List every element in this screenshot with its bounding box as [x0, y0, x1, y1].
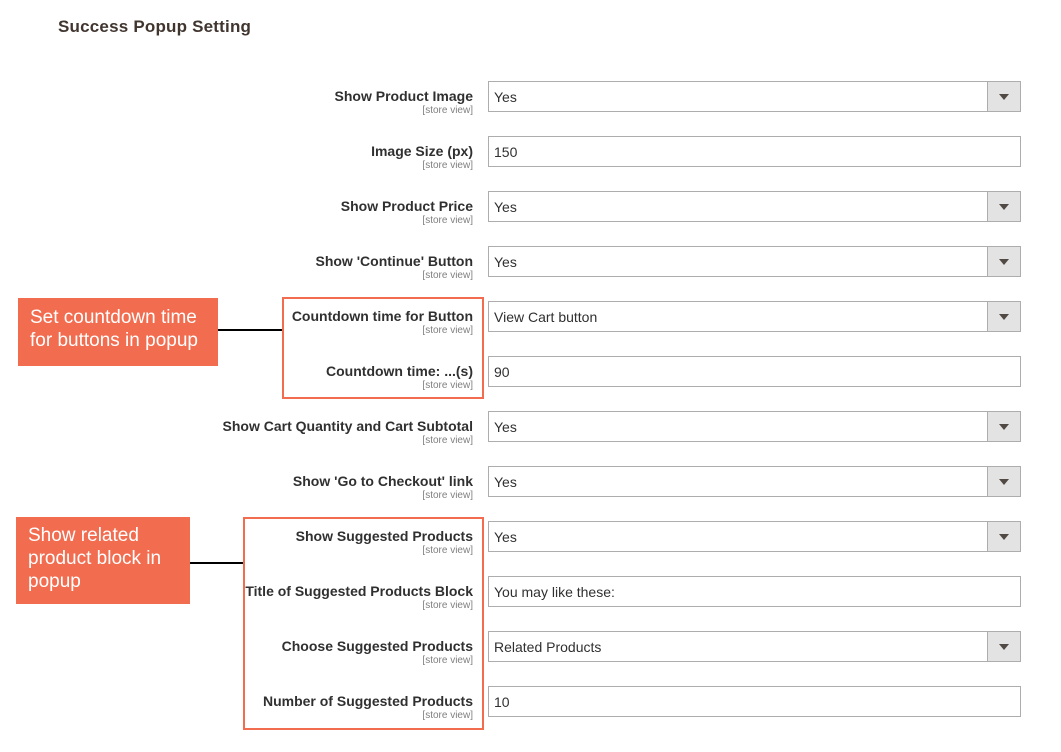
- image-size-input[interactable]: [488, 136, 1021, 167]
- scope-label: [store view]: [422, 160, 473, 171]
- select-value: Yes: [494, 529, 517, 545]
- callout-line: Set countdown time: [30, 307, 197, 328]
- field-row-show-product-image: [0, 81, 1061, 115]
- chevron-down-icon[interactable]: [987, 632, 1020, 661]
- show-product-price-select[interactable]: [488, 191, 1021, 222]
- field-label-text: Number of Suggested Products: [262, 693, 473, 709]
- section-title: Success Popup Setting: [58, 17, 252, 36]
- scope-label: [store view]: [422, 655, 473, 666]
- field-label-text: Show Suggested Products: [295, 528, 473, 544]
- field-label-text: Show Product Price: [340, 198, 473, 214]
- chevron-down-icon[interactable]: [987, 247, 1020, 276]
- field-label-text: Image Size (px): [371, 143, 473, 159]
- select-value: Related Products: [494, 639, 602, 655]
- scope-label: [store view]: [422, 545, 473, 556]
- callout-line: for buttons in popup: [30, 330, 198, 351]
- input-value: 150: [494, 144, 518, 160]
- show-continue-button-select[interactable]: [488, 246, 1021, 277]
- field-label-text: Countdown time: ...(s): [326, 363, 473, 379]
- field-row-number-suggested-products: [0, 686, 1061, 720]
- go-to-checkout-select[interactable]: [488, 466, 1021, 497]
- input-value: 90: [494, 364, 510, 380]
- select-value: View Cart button: [494, 309, 598, 325]
- show-product-image-select[interactable]: [488, 81, 1021, 112]
- field-row-cart-quantity-subtotal: [0, 411, 1061, 445]
- scope-label: [store view]: [422, 435, 473, 446]
- field-label: [371, 143, 473, 172]
- countdown-time-input[interactable]: [488, 356, 1021, 387]
- field-label-text: Choose Suggested Products: [281, 638, 473, 654]
- scope-label: [store view]: [422, 710, 473, 721]
- field-row-image-size: [0, 136, 1061, 170]
- field-label-text: Show Product Image: [334, 88, 473, 104]
- countdown-button-select[interactable]: [488, 301, 1021, 332]
- select-value: Yes: [494, 474, 517, 490]
- chevron-down-icon[interactable]: [987, 467, 1020, 496]
- scope-label: [store view]: [422, 380, 473, 391]
- highlight-box-countdown: [282, 297, 484, 399]
- field-row-show-continue-button: [0, 246, 1061, 280]
- field-label-text: Show Cart Quantity and Cart Subtotal: [222, 418, 473, 434]
- show-suggested-products-select[interactable]: [488, 521, 1021, 552]
- field-label-text: Show 'Go to Checkout' link: [292, 473, 473, 489]
- chevron-down-icon[interactable]: [987, 522, 1020, 551]
- field-label-text: Show 'Continue' Button: [315, 253, 473, 269]
- chevron-down-icon[interactable]: [987, 412, 1020, 441]
- field-row-show-product-price: [0, 191, 1061, 225]
- field-label-text: Title of Suggested Products Block: [245, 583, 473, 599]
- choose-suggested-products-select[interactable]: [488, 631, 1021, 662]
- select-value: Yes: [494, 419, 517, 435]
- field-label: [315, 253, 473, 282]
- input-value: 10: [494, 694, 510, 710]
- select-value: Yes: [494, 199, 517, 215]
- scope-label: [store view]: [422, 105, 473, 116]
- scope-label: [store view]: [422, 600, 473, 611]
- input-value: You may like these:: [494, 584, 615, 600]
- scope-label: [store view]: [422, 325, 473, 336]
- field-label-text: Countdown time for Button: [291, 308, 473, 324]
- field-row-choose-suggested-products: [0, 631, 1061, 665]
- field-label: [341, 198, 473, 227]
- callout-line: popup: [28, 571, 81, 592]
- select-value: Yes: [494, 89, 517, 105]
- number-suggested-products-input[interactable]: [488, 686, 1021, 717]
- callout-countdown: [18, 298, 218, 366]
- scope-label: [store view]: [422, 490, 473, 501]
- cart-quantity-subtotal-select[interactable]: [488, 411, 1021, 442]
- select-value: Yes: [494, 254, 517, 270]
- field-label: [335, 88, 473, 117]
- field-label: [223, 418, 473, 447]
- callout-line: product block in: [28, 548, 162, 569]
- scope-label: [store view]: [422, 215, 473, 226]
- chevron-down-icon[interactable]: [987, 192, 1020, 221]
- field-label: [293, 473, 473, 502]
- connector-line: [218, 329, 282, 331]
- suggested-block-title-input[interactable]: [488, 576, 1021, 607]
- highlight-box-suggested: [243, 517, 484, 730]
- chevron-down-icon[interactable]: [987, 82, 1020, 111]
- scope-label: [store view]: [422, 270, 473, 281]
- field-row-go-to-checkout: [0, 466, 1061, 500]
- connector-line: [190, 562, 243, 564]
- callout-line: Show related: [28, 525, 139, 546]
- callout-suggested: [16, 517, 190, 604]
- chevron-down-icon[interactable]: [987, 302, 1020, 331]
